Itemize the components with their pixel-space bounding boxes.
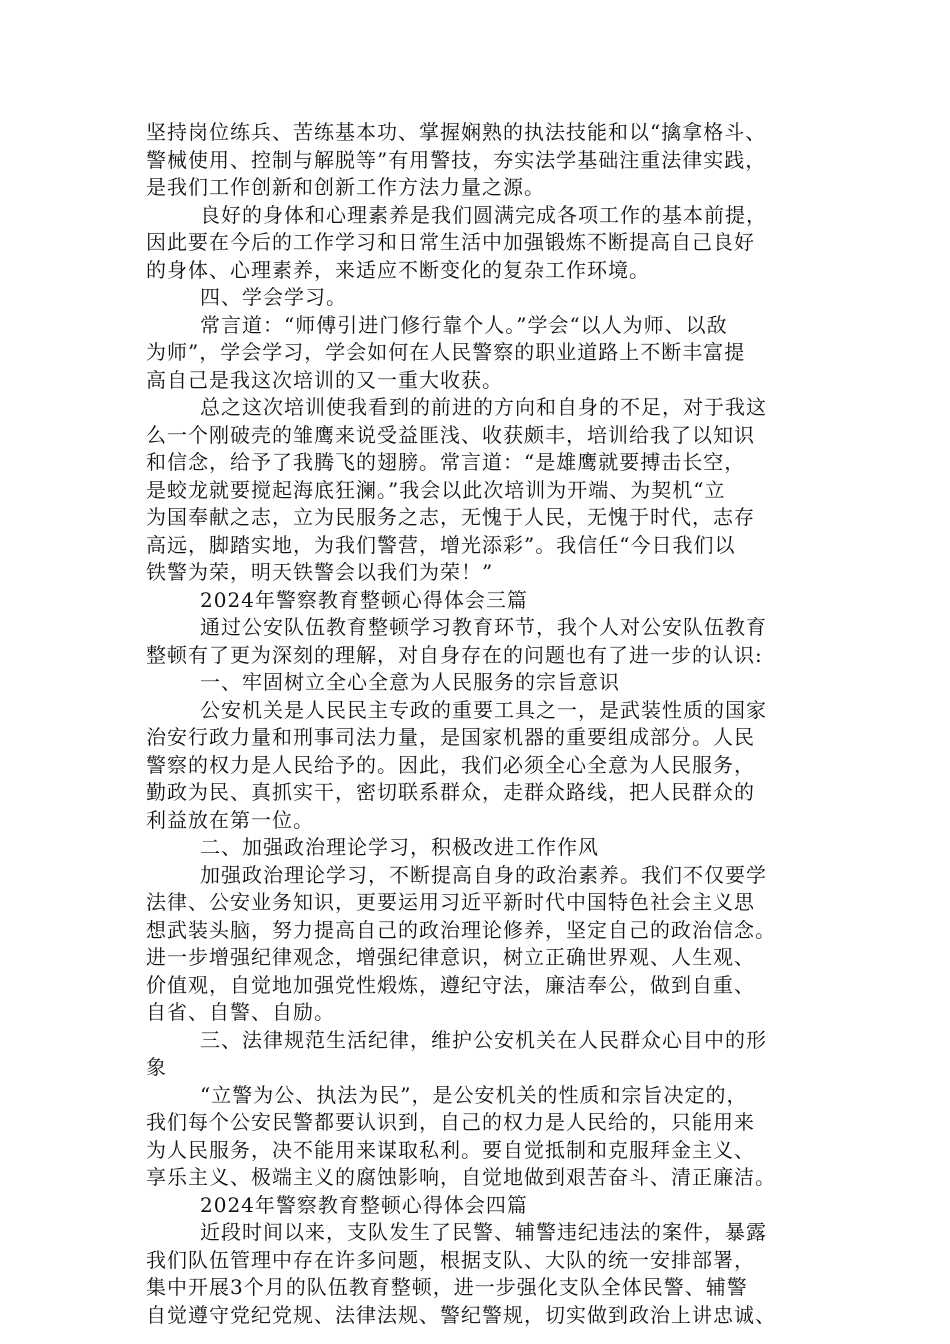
text-line: 三、法律规范生活纪律，维护公安机关在人民群众心目中的形 <box>200 1027 767 1052</box>
text-line: 么一个刚破壳的雏鹰来说受益匪浅、收获颇丰，培训给我了以知识 <box>146 422 755 447</box>
text-line: 价值观，自觉地加强党性煅炼，遵纪守法，廉洁奉公，做到自重、 <box>146 972 755 997</box>
text-line: 2024年警察教育整顿心得体会三篇 <box>200 587 528 612</box>
text-line: 高自己是我这次培训的又一重大收获。 <box>146 367 503 392</box>
text-line: 加强政治理论学习，不断提高自身的政治素养。我们不仅要学 <box>200 862 767 887</box>
text-line: 为人民服务，决不能用来谋取私利。要自觉抵制和克服拜金主义、 <box>146 1137 755 1162</box>
text-line: 二、加强政治理论学习，积极改进工作作风 <box>200 835 599 859</box>
text-line: 铁警为荣，明天铁警会以我们为荣！” <box>146 560 494 584</box>
text-line: 自觉遵守党纪党规、法律法规、警纪警规，切实做到政治上讲忠诚、 <box>146 1302 776 1327</box>
text-line: 自省、自警、自励。 <box>146 1000 335 1024</box>
text-line: 进一步增强纪律观念，增强纪律意识，树立正确世界观、人生观、 <box>146 945 755 969</box>
text-line: 警械使用、控制与解脱等”有用警技，夯实法学基础注重法律实践， <box>146 147 767 172</box>
text-line: 因此要在今后的工作学习和日常生活中加强锻炼不断提高自己良好 <box>146 230 755 254</box>
text-line: 是蛟龙就要搅起海底狂澜。”我会以此次培训为开端、为契机“立 <box>146 477 726 502</box>
text-line: 四、学会学习。 <box>200 285 347 309</box>
text-line: 总之这次培训使我看到的前进的方向和自身的不足，对于我这 <box>200 395 767 419</box>
text-line: 警察的权力是人民给予的。因此，我们必须全心全意为人民服务， <box>146 752 755 777</box>
text-line: 勤政为民、真抓实干，密切联系群众，走群众路线，把人民群众的 <box>146 780 755 804</box>
text-line: 良好的身体和心理素养是我们圆满完成各项工作的基本前提， <box>200 202 767 227</box>
text-line: 一、牢固树立全心全意为人民服务的宗旨意识 <box>200 670 620 694</box>
text-line: “立警为公、执法为民”，是公安机关的性质和宗旨决定的， <box>200 1082 748 1107</box>
text-line: 治安行政力量和刑事司法力量，是国家机器的重要组成部分。人民 <box>146 725 755 749</box>
text-line: 享乐主义、极端主义的腐蚀影响，自觉地做到艰苦奋斗、清正廉洁。 <box>146 1165 776 1189</box>
text-line: 为师”，学会学习，学会如何在人民警察的职业道路上不断丰富提 <box>146 340 746 364</box>
text-line: 近段时间以来，支队发生了民警、辅警违纪违法的案件，暴露 <box>200 1220 767 1244</box>
text-line: 的身体、心理素养，来适应不断变化的复杂工作环境。 <box>146 257 650 282</box>
document-page <box>146 119 806 1329</box>
text-line: 象 <box>146 1055 167 1079</box>
text-line: 法律、公安业务知识，更要运用习近平新时代中国特色社会主义思 <box>146 890 755 914</box>
text-line: 为国奉献之志，立为民服务之志，无愧于人民，无愧于时代，志存 <box>146 505 755 529</box>
text-line: 我们每个公安民警都要认识到，自己的权力是人民给的，只能用来 <box>146 1110 755 1134</box>
text-line: 常言道：“师傅引进门修行靠个人。”学会“以人为师、以敌 <box>200 312 728 337</box>
text-line: 是我们工作创新和创新工作方法力量之源。 <box>146 175 545 199</box>
text-line: 利益放在第一位。 <box>146 807 314 832</box>
text-line: 公安机关是人民民主专政的重要工具之一，是武装性质的国家 <box>200 697 767 722</box>
text-line: 2024年警察教育整顿心得体会四篇 <box>200 1192 528 1217</box>
text-line: 和信念，给予了我腾飞的翅膀。常言道：“是雄鹰就要搏击长空， <box>146 450 746 474</box>
text-line: 高远，脚踏实地，为我们警营，增光添彩”。我信任“今日我们以 <box>146 532 736 557</box>
text-line: 通过公安队伍教育整顿学习教育环节，我个人对公安队伍教育 <box>200 615 767 639</box>
text-line: 想武装头脑，努力提高自己的政治理论修养，坚定自己的政治信念。 <box>146 917 776 942</box>
text-line: 坚持岗位练兵、苦练基本功、掌握娴熟的执法技能和以“擒拿格斗、 <box>146 120 767 144</box>
text-line: 集中开展3个月的队伍教育整顿，进一步强化支队全体民警、辅警 <box>146 1275 748 1299</box>
text-line: 我们队伍管理中存在许多问题，根据支队、大队的统一安排部署， <box>146 1247 755 1272</box>
text-line: 整顿有了更为深刻的理解，对自身存在的问题也有了进一步的认识: <box>146 642 763 667</box>
